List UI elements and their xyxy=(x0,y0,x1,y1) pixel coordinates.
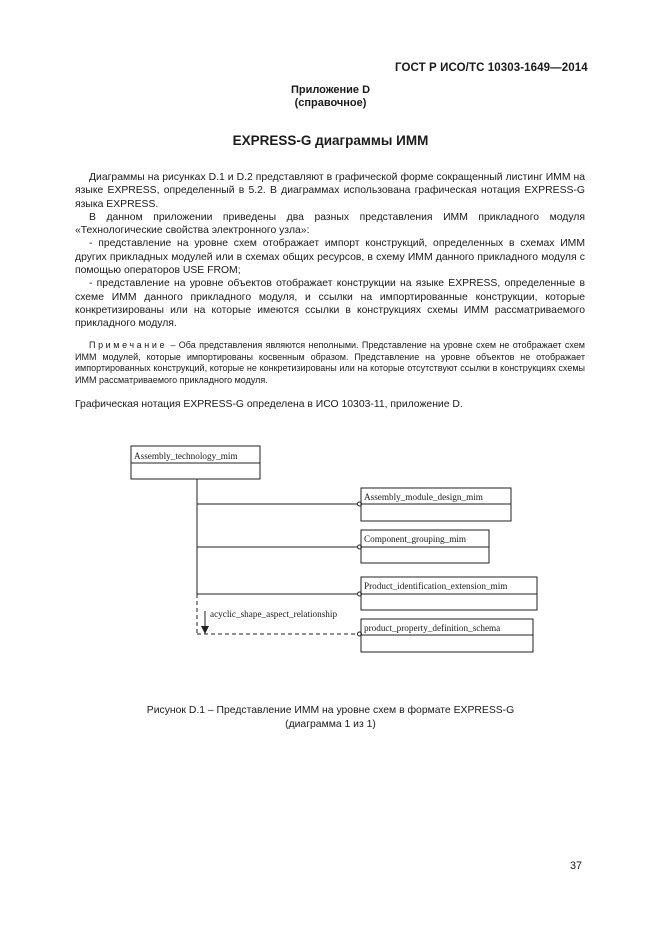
schema-name-product-property-definition: product_property_definition_schema xyxy=(364,623,501,633)
paragraph-two-views: В данном приложении приведены два разных представления ИММ прикладного модуля «Технологические свойства электронного узла»: xyxy=(75,211,585,237)
reference-label: acyclic_shape_aspect_relationship xyxy=(210,609,338,619)
figure-caption-sub: (диаграмма 1 из 1) xyxy=(285,719,376,730)
page-number: 37 xyxy=(570,860,583,872)
schema-box-product-identification-extension xyxy=(361,577,537,610)
annex-subtitle: (справочное) xyxy=(294,97,367,109)
standard-designation: ГОСТ Р ИСО/ТС 10303-1649—2014 xyxy=(395,62,588,74)
schema-name-assembly-module-design: Assembly_module_design_mim xyxy=(364,492,483,502)
schema-name-main: Assembly_technology_mim xyxy=(134,451,238,461)
schema-box-component-grouping xyxy=(361,530,489,563)
note-dash: – xyxy=(167,340,179,350)
figure-caption: Рисунок D.1 – Представление ИММ на уровне схем в формате EXPRESS-G xyxy=(146,705,515,716)
schema-name-component-grouping: Component_grouping_mim xyxy=(364,534,467,544)
schema-box-product-property-definition xyxy=(361,619,533,652)
schema-box-main xyxy=(131,446,260,479)
section-title: EXPRESS-G диаграммы ИММ xyxy=(232,133,429,148)
paragraph-entity-view: - представление на уровне объектов отображает конструкции на языке EXPRESS, определенные в схеме ИММ данного прикладного модуля, и ссылки на импортированные конструкции, которые конкретизированы или на которые имеются ссылки в конструкциях схемы ИММ рассматриваемого прикладного модуля. xyxy=(75,278,585,330)
paragraph-intro: Диаграммы на рисунках D.1 и D.2 представляют в графической форме сокращенный листинг ИММ на языке EXPRESS, определенный в 5.2. В диаграммах использована графическая нотация EXPRESS-G языка EXPRESS. xyxy=(75,172,585,210)
notation-reference: Графическая нотация EXPRESS-G определена в ИСО 10303-11, приложение D. xyxy=(75,399,463,410)
schema-name-product-identification-extension: Product_identification_extension_mim xyxy=(364,581,508,591)
schema-box-assembly-module-design xyxy=(361,488,511,521)
note-text: Оба представления являются неполными. Представление на уровне схем не отображает схем ИММ модулей, которые импортированы косвенным образом. Представление на уровне объектов не отображает импортированных конструкций, которые не конкретизированы или на которые отсутствуют ссылки в конструкциях схемы ИММ рассматриваемого прикладного модуля. xyxy=(75,340,585,385)
note-lead: Примечание xyxy=(89,340,168,350)
annex-title: Приложение D xyxy=(290,84,371,96)
reference-arrow-icon xyxy=(201,626,209,634)
paragraph-schema-view: - представление на уровне схем отображает импорт конструкций, определенных в схемах ИММ других прикладных модулей или в схемах общих ресурсов, в схему ИММ данного прикладного модуля с помощью операторов USE FROM; xyxy=(75,238,585,277)
